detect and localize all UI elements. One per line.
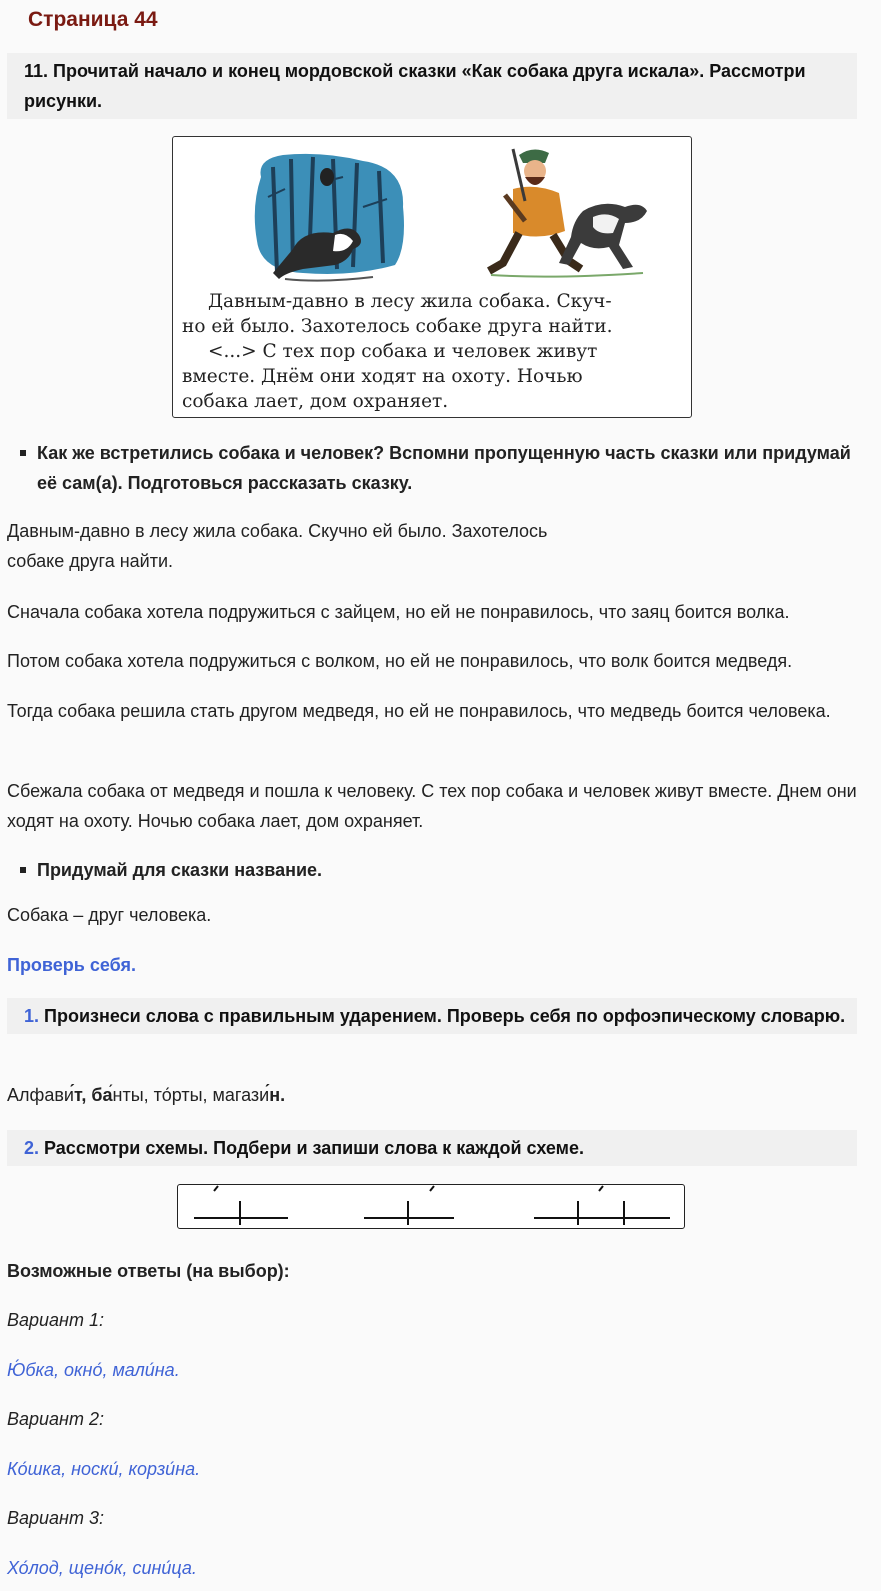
illustration-caption xyxy=(182,289,682,414)
variant-words: Ко́шка, носки́, корзи́на. xyxy=(7,1459,201,1479)
task-11-text: Прочитай начало и конец мордовской сказки «Как собака друга искала». Рассмотри рисунки. xyxy=(24,61,806,111)
task-2-text: Рассмотри схемы. Подбери и запиши слова к каждой схеме. xyxy=(44,1138,584,1158)
variant-label: Вариант 1: xyxy=(7,1310,104,1330)
answers-heading: Возможные ответы (на выбор): xyxy=(7,1261,290,1281)
title-answer: Собака – друг человека. xyxy=(7,905,212,925)
caption-line: <...> С тех пор собака и человек живут xyxy=(208,341,598,362)
story-paragraph: Сбежала собака от медведя и пошла к человеку. С тех пор собака и человек живут вместе. Днем они ходят на охоту. Ночью собака лает, дом охраняет. xyxy=(7,781,857,831)
task-1-box xyxy=(7,998,857,1034)
check-yourself-heading: Проверь себя. xyxy=(7,955,136,975)
variant-words: Хо́лод, щено́к, сини́ца. xyxy=(7,1558,197,1578)
story-line: собаке друга найти. xyxy=(7,551,174,571)
variant-label: Вариант 2: xyxy=(7,1409,104,1429)
schemes-drawing xyxy=(178,1185,684,1228)
caption-line: вместе. Днём они ходят на охоту. Ночью xyxy=(182,366,583,387)
stress-words xyxy=(7,1080,867,1110)
story-paragraph: Сначала собака хотела подружиться с зайцем, но ей не понравилось, что заяц боится волка. xyxy=(7,602,790,622)
task-11-box xyxy=(7,53,857,119)
caption-line: но ей было. Захотелось собаке друга найти. xyxy=(182,316,613,337)
variant-label: Вариант 3: xyxy=(7,1508,104,1528)
story-line: Давным-давно в лесу жила собака. Скучно ей было. Захотелось xyxy=(7,521,548,541)
task-2-box xyxy=(7,1130,857,1166)
word-part: Алфави xyxy=(7,1085,74,1105)
word-part: ́нты, то xyxy=(112,1085,172,1105)
illustration-art xyxy=(173,137,693,287)
forest-dog-picture xyxy=(255,154,404,281)
task-2-number: 2. xyxy=(24,1138,40,1158)
story-paragraph: Потом собака хотела подружиться с волком, но ей не понравилось, что волк боится медведя. xyxy=(7,651,793,671)
story-paragraph xyxy=(7,516,867,576)
task-1-text: Произнеси слова с правильным ударением. Проверь себя по орфоэпическому словарю. xyxy=(44,1006,846,1026)
title-question-bullet: Придумай для сказки название. xyxy=(20,855,860,885)
hunter-dog-picture xyxy=(489,149,647,277)
word-part: ́рты, магази xyxy=(171,1085,270,1105)
caption-line: собака лает, дом охраняет. xyxy=(182,391,449,412)
task-11-number: 11. xyxy=(24,61,49,81)
story-illustration xyxy=(172,136,692,418)
variant-words: Ю́бка, окно́, мали́на. xyxy=(7,1360,180,1380)
task-1-number: 1. xyxy=(24,1006,40,1026)
question-bullet: Как же встретились собака и человек? Вспомни пропущенную часть сказки или придумай её сам(а). Подготовься рассказать сказку. xyxy=(20,438,860,498)
page-title: Страница 44 xyxy=(28,8,158,31)
stressed-part: ́т, ба xyxy=(73,1085,113,1105)
stress-schemes xyxy=(177,1184,685,1229)
stressed-part: ́н. xyxy=(269,1085,286,1105)
caption-line: Давным-давно в лесу жила собака. Скуч- xyxy=(208,291,612,312)
story-paragraph: Тогда собака решила стать другом медведя, но ей не понравилось, что медведь боится человека. xyxy=(7,701,831,721)
